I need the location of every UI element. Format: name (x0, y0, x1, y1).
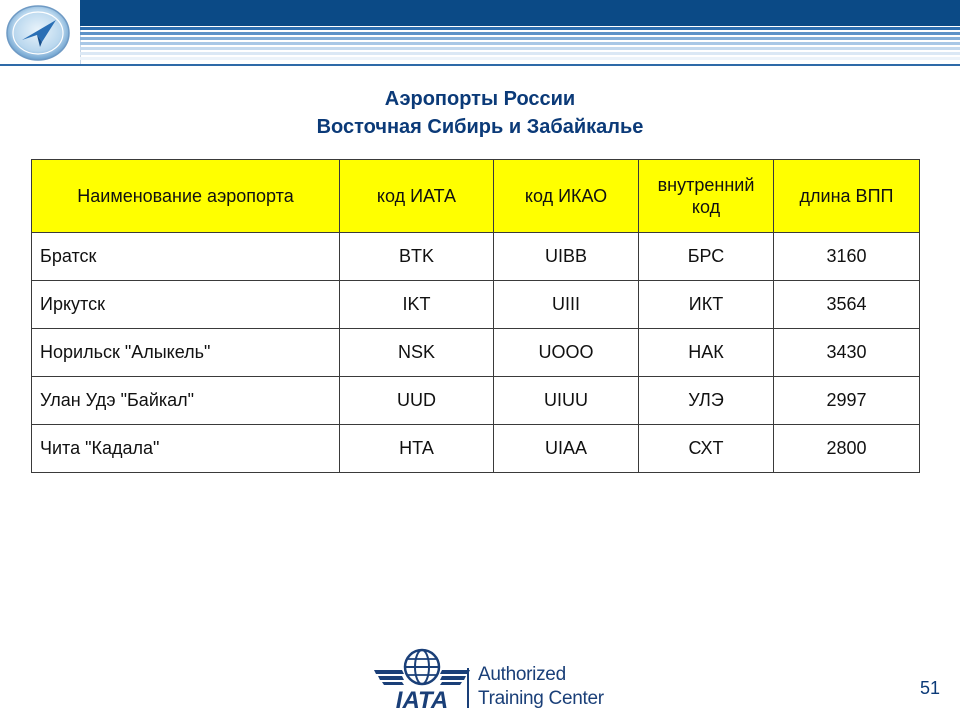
header-iata-code: код ИАТА (340, 160, 494, 233)
cell-runway-length: 3160 (774, 233, 920, 281)
page-title-line1: Аэропорты России (384, 88, 576, 110)
footer-divider (467, 668, 469, 708)
plane-emblem-icon (0, 0, 80, 64)
cell-iata-code: UUD (340, 377, 494, 425)
header-runway-length: длина ВПП (774, 160, 920, 233)
table-row (32, 377, 920, 425)
brand-line1: Authorized (478, 664, 566, 685)
cell-icao-code: UIAA (494, 425, 639, 473)
cell-airport-name: Норильск "Алыкель" (32, 329, 340, 377)
cell-iata-code: NSK (340, 329, 494, 377)
banner-rule (0, 64, 960, 66)
banner-stripe (80, 47, 960, 50)
cell-icao-code: UIUU (494, 377, 639, 425)
table-row (32, 329, 920, 377)
cell-airport-name: Улан Удэ "Байкал" (32, 377, 340, 425)
cell-runway-length: 2800 (774, 425, 920, 473)
cell-runway-length: 3564 (774, 281, 920, 329)
table-row (32, 233, 920, 281)
cell-runway-length: 2997 (774, 377, 920, 425)
cell-internal-code: СХТ (639, 425, 774, 473)
banner-stripe (80, 32, 960, 35)
cell-icao-code: UIBB (494, 233, 639, 281)
header-airport-name: Наименование аэропорта (32, 160, 340, 233)
cell-runway-length: 3430 (774, 329, 920, 377)
brand-line2: Training Center (478, 688, 604, 709)
banner-stripe (80, 52, 960, 55)
header-internal-code: внутренний код (639, 160, 774, 233)
cell-internal-code: УЛЭ (639, 377, 774, 425)
banner-stripe (80, 27, 960, 30)
cell-airport-name: Братск (32, 233, 340, 281)
banner-stripe (80, 42, 960, 45)
cell-internal-code: БРС (639, 233, 774, 281)
table-row (32, 281, 920, 329)
cell-airport-name: Чита "Кадала" (32, 425, 340, 473)
iata-logo-text: IATA (395, 687, 449, 712)
cell-internal-code: НАК (639, 329, 774, 377)
header-icao-code: код ИКАО (494, 160, 639, 233)
header-banner (0, 0, 960, 66)
cell-icao-code: UOOO (494, 329, 639, 377)
banner-stripe (80, 37, 960, 40)
page-title-line2: Восточная Сибирь и Забайкалье (316, 116, 644, 138)
cell-iata-code: IKT (340, 281, 494, 329)
table-header-row (32, 160, 920, 233)
table-row (32, 425, 920, 473)
iata-globe-icon (372, 648, 472, 712)
banner-stripe (80, 57, 960, 60)
cell-airport-name: Иркутск (32, 281, 340, 329)
page-number: 51 (919, 678, 940, 698)
banner-dark-band (80, 0, 960, 26)
cell-icao-code: UIII (494, 281, 639, 329)
cell-iata-code: HTA (340, 425, 494, 473)
cell-internal-code: ИКТ (639, 281, 774, 329)
cell-iata-code: BTK (340, 233, 494, 281)
airports-table (31, 159, 920, 473)
header-logo (0, 0, 81, 64)
